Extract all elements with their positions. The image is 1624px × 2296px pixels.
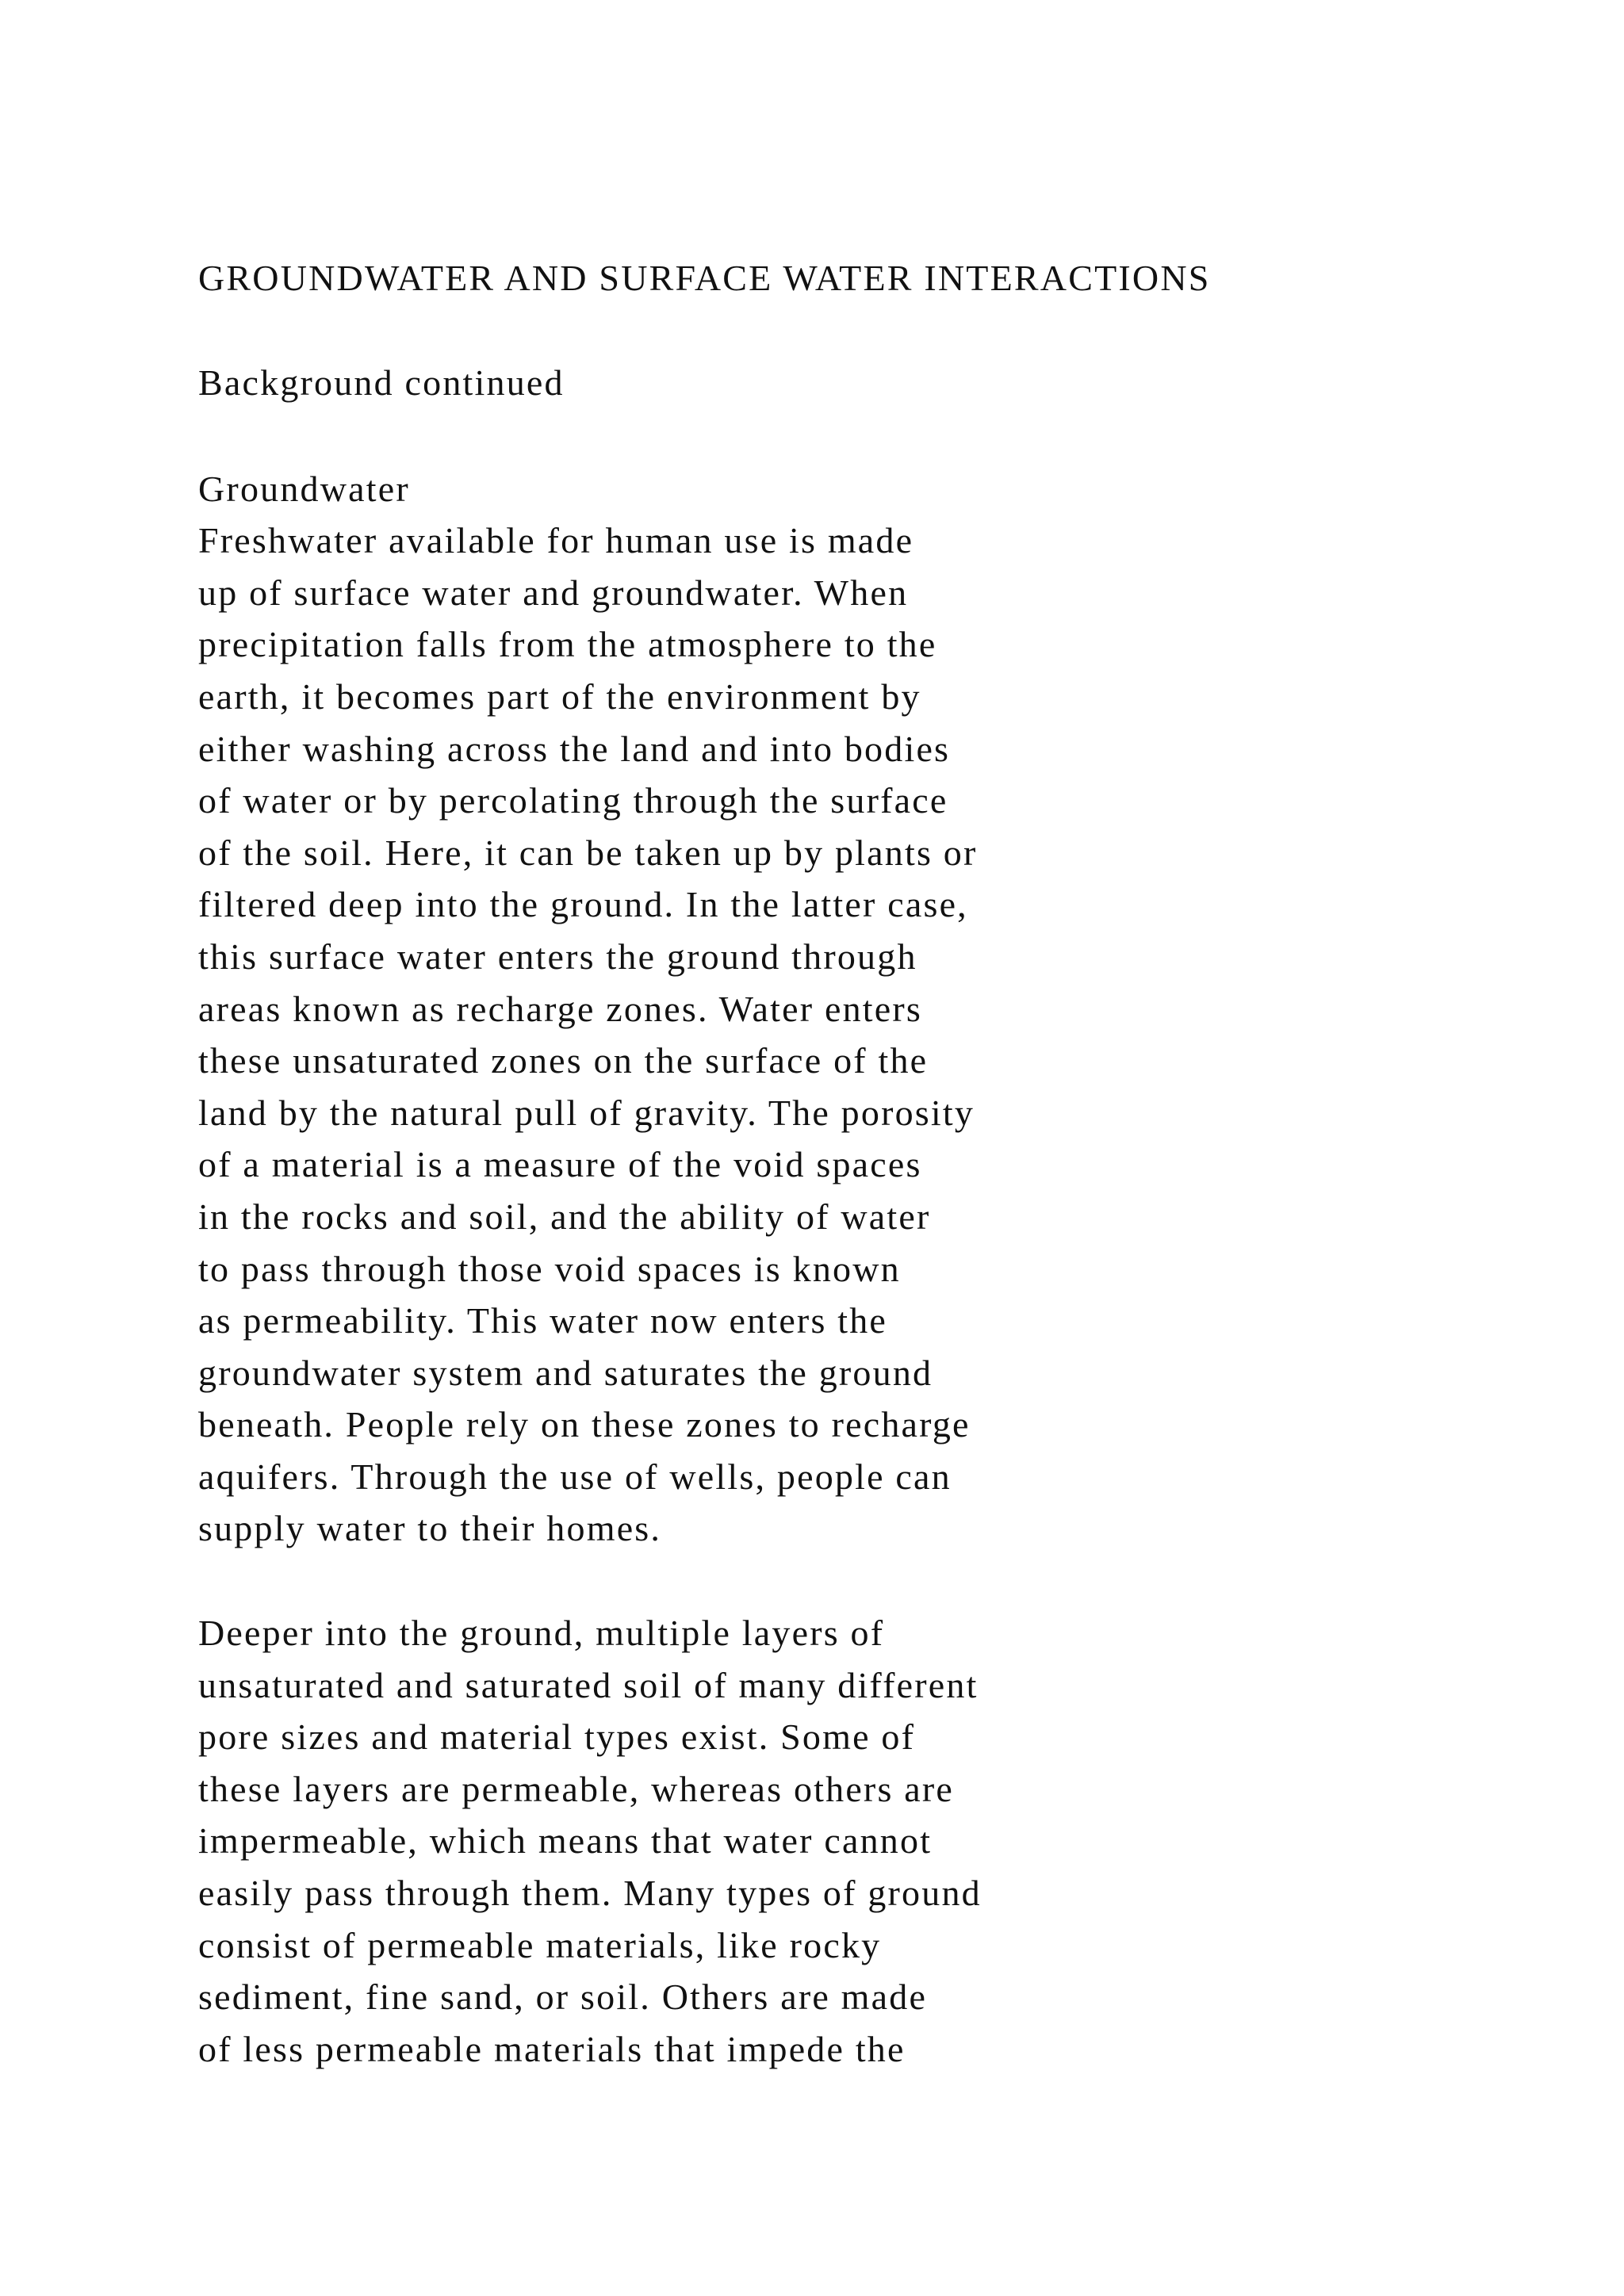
text-line: areas known as recharge zones. Water enters	[198, 988, 922, 1029]
text-line: beneath. People rely on these zones to recharge	[198, 1404, 971, 1445]
text-line: Freshwater available for human use is made	[198, 520, 914, 561]
text-line: sediment, fine sand, or soil. Others are made	[198, 1976, 928, 2018]
text-line: as permeability. This water now enters the	[198, 1300, 888, 1341]
paragraph-1	[198, 515, 1546, 1555]
text-line: either washing across the land and into bodies	[198, 728, 951, 769]
text-line: up of surface water and groundwater. When	[198, 572, 909, 613]
text-line: Deeper into the ground, multiple layers of	[198, 1613, 885, 1654]
text-line: filtered deep into the ground. In the latter case,	[198, 884, 968, 925]
text-line: of a material is a measure of the void spaces	[198, 1144, 922, 1185]
text-line: supply water to their homes.	[198, 1508, 662, 1549]
text-line: these unsaturated zones on the surface of the	[198, 1040, 929, 1081]
text-line: of water or by percolating through the surface	[198, 780, 948, 821]
text-line: easily pass through them. Many types of ground	[198, 1873, 982, 1914]
text-line: unsaturated and saturated soil of many different	[198, 1664, 979, 1705]
section-heading: Groundwater	[198, 468, 410, 509]
text-line: of the soil. Here, it can be taken up by plants or	[198, 832, 978, 873]
text-line: this surface water enters the ground through	[198, 936, 917, 977]
spacer	[198, 409, 1546, 463]
text-line: in the rocks and soil, and the ability of water	[198, 1196, 931, 1237]
text-line: impermeable, which means that water cannot	[198, 1820, 933, 1862]
spacer	[198, 304, 1546, 357]
document-title: GROUNDWATER AND SURFACE WATER INTERACTIONS	[198, 258, 1211, 298]
text-line: earth, it becomes part of the environment by	[198, 675, 921, 717]
document-subtitle: Background continued	[198, 362, 565, 403]
text-line: precipitation falls from the atmosphere to the	[198, 624, 937, 665]
text-line: groundwater system and saturates the ground	[198, 1352, 933, 1393]
paragraph-2	[198, 1607, 1546, 2075]
text-line: consist of permeable materials, like rocky	[198, 1924, 882, 1965]
document-page	[198, 252, 1546, 2075]
text-line: aquifers. Through the use of wells, people can	[198, 1456, 952, 1497]
text-line: land by the natural pull of gravity. The porosity	[198, 1092, 975, 1133]
text-line: these layers are permeable, whereas others are	[198, 1768, 955, 1809]
spacer	[198, 1555, 1546, 1607]
text-line: to pass through those void spaces is known	[198, 1248, 901, 1289]
text-line: pore sizes and material types exist. Some of	[198, 1716, 916, 1758]
text-line: of less permeable materials that impede the	[198, 2028, 906, 2069]
